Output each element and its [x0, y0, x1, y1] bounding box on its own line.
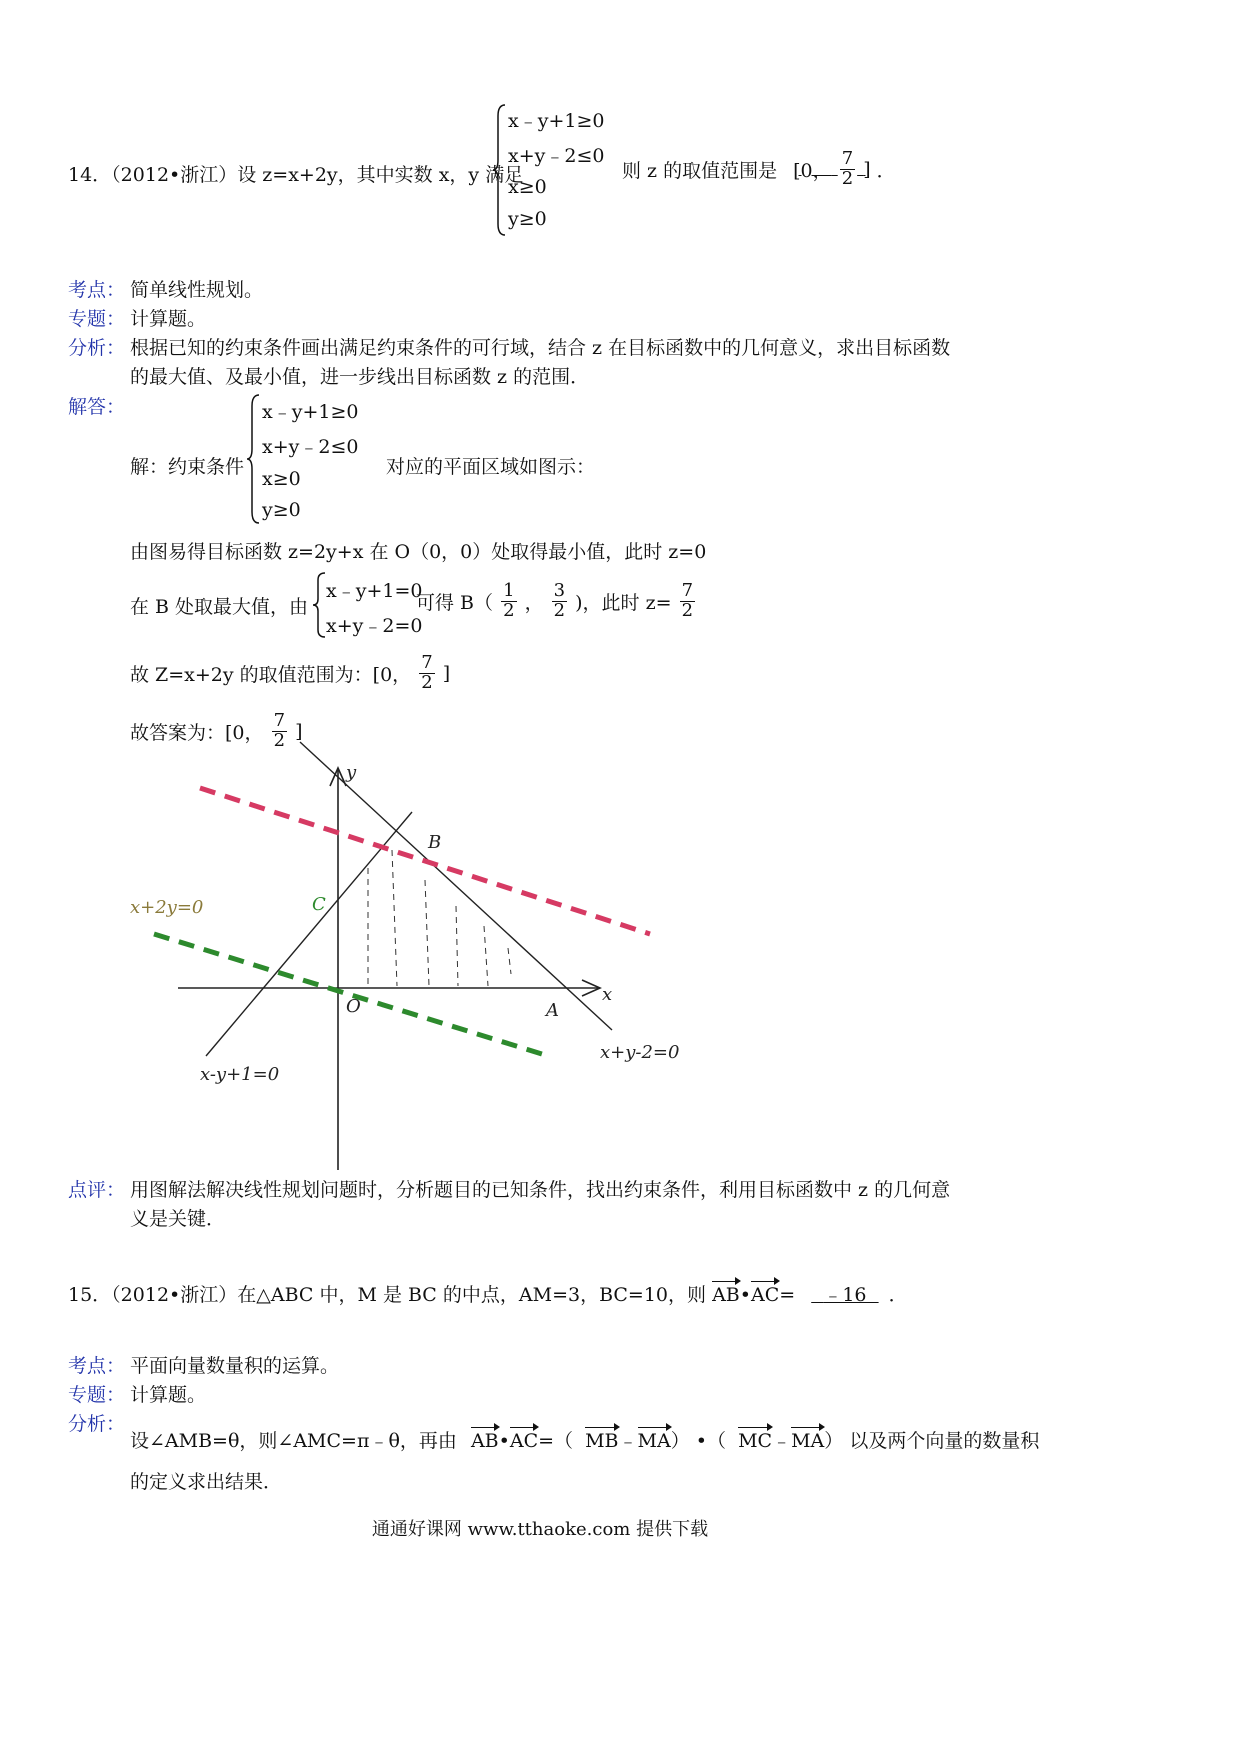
q15-zhuanti: 计算题。 [130, 1384, 207, 1406]
system2-row-2: x+y﹣2=0 [326, 615, 423, 637]
q15-answer: ﹣16 [823, 1284, 867, 1306]
jie-constraint-2: x+y﹣2≤0 [262, 436, 359, 458]
zmax-fraction: $\frac{7}{2}$ [681, 580, 694, 621]
vector-ac: AC [750, 1284, 780, 1306]
close-1: ） [670, 1430, 690, 1452]
q14-constraint-1: x﹣y+1≥0 [508, 110, 605, 132]
q14-constraint-2: x+y﹣2≤0 [508, 145, 605, 167]
q14-constraint-3: x≥0 [508, 176, 547, 198]
page-footer: 通通好课网 www.tthaoke.com 提供下载 [371, 1519, 709, 1540]
system2-row-1: x﹣y+1=0 [326, 580, 423, 602]
point-c-label: C [312, 894, 326, 915]
q14-kaodian: 简单线性规划。 [130, 279, 264, 301]
q14-jie-prefix: 解：约束条件 [130, 456, 245, 478]
point-b-label: B [428, 832, 442, 853]
q15-question [68, 1280, 908, 1307]
q14-answer-post: ] [863, 158, 871, 181]
zhuanti-label: 专题： [68, 1384, 126, 1406]
line-x-plus-y-minus-2 [300, 742, 612, 1030]
point-a-label: A [546, 1000, 559, 1021]
b-y-fraction: $\frac{3}{2}$ [553, 580, 566, 621]
eq-open: =（ [538, 1430, 574, 1452]
dianping-label: 点评： [68, 1179, 126, 1201]
objective-line-label: x+2y=0 [130, 897, 204, 918]
minus-1: ﹣ [618, 1430, 638, 1452]
zhuanti-label: 专题： [68, 308, 126, 330]
equals: = [779, 1284, 796, 1306]
q14-jie-suffix: 对应的平面区域如图示： [386, 456, 596, 478]
vector-ma: MA [637, 1430, 671, 1452]
fenxi-label: 分析： [68, 337, 126, 359]
q14-zhuanti: 计算题。 [130, 308, 207, 330]
q14-line-max-a: 在 B 处取最大值，由 [130, 596, 309, 618]
vector-mc: MC [738, 1430, 773, 1452]
dot-operator: • [739, 1284, 751, 1306]
point-o-label: O [346, 996, 361, 1017]
close-2: ） [824, 1430, 844, 1452]
kaodian-label: 考点： [68, 279, 126, 301]
q15-end: ． [888, 1284, 908, 1306]
line-max-b: 可得 B（ [416, 591, 494, 614]
b-sep: ， [524, 591, 544, 614]
vector-ab-2: AB [470, 1430, 499, 1452]
jie-constraint-1: x﹣y+1≥0 [262, 401, 359, 423]
dot-operator-2: • [498, 1430, 510, 1452]
final-end: ] [295, 720, 303, 743]
q15-fenxi-a: 设∠AMB=θ，则∠AMC=π﹣θ，再由 [130, 1430, 457, 1452]
q14-prefix: 14．（2012•浙江）设 z=x+2y，其中实数 x，y 满足 [68, 164, 524, 186]
q14-constraint-4: y≥0 [508, 208, 547, 230]
y-axis-label: y [346, 762, 357, 783]
vector-ab: AB [712, 1284, 740, 1306]
q15-fenxi-2: 的定义求出结果． [130, 1471, 283, 1493]
minus-2: ﹣ [772, 1430, 792, 1452]
q15-kaodian: 平面向量数量积的运算。 [130, 1355, 340, 1377]
fenxi-label: 分析： [68, 1413, 126, 1435]
final-text: 故答案为：[0， [130, 721, 264, 744]
q14-dianping-1: 用图解法解决线性规划问题时，分析题目的已知条件，找出约束条件，利用目标函数中 z 的几何意 [130, 1179, 951, 1201]
q15-fenxi-b: 以及两个向量的数量积 [849, 1430, 1040, 1452]
jie-constraint-3: x≥0 [262, 468, 301, 490]
x-axis-label: x [602, 984, 613, 1005]
kaodian-label: 考点： [68, 1355, 126, 1377]
line-max-c: )，此时 z= [575, 591, 672, 614]
q15-fenxi-1 [130, 1426, 1039, 1453]
objective-zero-line [154, 934, 542, 1054]
range-end: ] [442, 662, 451, 685]
max-objective-line [200, 788, 650, 934]
line2-label: x+y-2=0 [600, 1042, 680, 1063]
vector-mb: MB [585, 1430, 619, 1452]
jieda-label: 解答： [68, 396, 126, 418]
q14-line-min: 由图易得目标函数 z=2y+x 在 O（0，0）处取得最小值，此时 z=0 [130, 541, 707, 563]
q14-answer-pre: [0， [793, 159, 832, 182]
range-text: 故 Z=x+2y 的取值范围为：[0， [130, 663, 412, 686]
dot-operator-3: • [695, 1430, 707, 1452]
range-fraction: $\frac{7}{2}$ [421, 652, 433, 693]
b-x-fraction: $\frac{1}{2}$ [503, 580, 515, 621]
open-2: （ [707, 1430, 727, 1452]
q14-answer-fraction: $\frac{7}{2}$ [841, 148, 854, 189]
vector-ac-2: AC [509, 1430, 539, 1452]
q14-fenxi-1: 根据已知的约束条件画出满足约束条件的可行域，结合 z 在目标函数中的几何意义，求出目标函数 [130, 337, 951, 359]
line1-label: x-y+1=0 [200, 1064, 280, 1085]
vector-ma-2: MA [791, 1430, 825, 1452]
q14-dianping-2: 义是关键． [130, 1208, 226, 1230]
q14-end: ． [876, 159, 896, 182]
final-fraction: $\frac{7}{2}$ [273, 710, 286, 751]
q14-fenxi-2: 的最大值、及最小值，进一步线出目标函数 z 的范围． [130, 366, 590, 388]
jie-constraint-4: y≥0 [262, 499, 301, 521]
q14-mid-text: 则 z 的取值范围是 [622, 159, 778, 182]
q15-prefix: 15．（2012•浙江）在△ABC 中，M 是 BC 的中点，AM=3，BC=10，则 [68, 1284, 707, 1306]
